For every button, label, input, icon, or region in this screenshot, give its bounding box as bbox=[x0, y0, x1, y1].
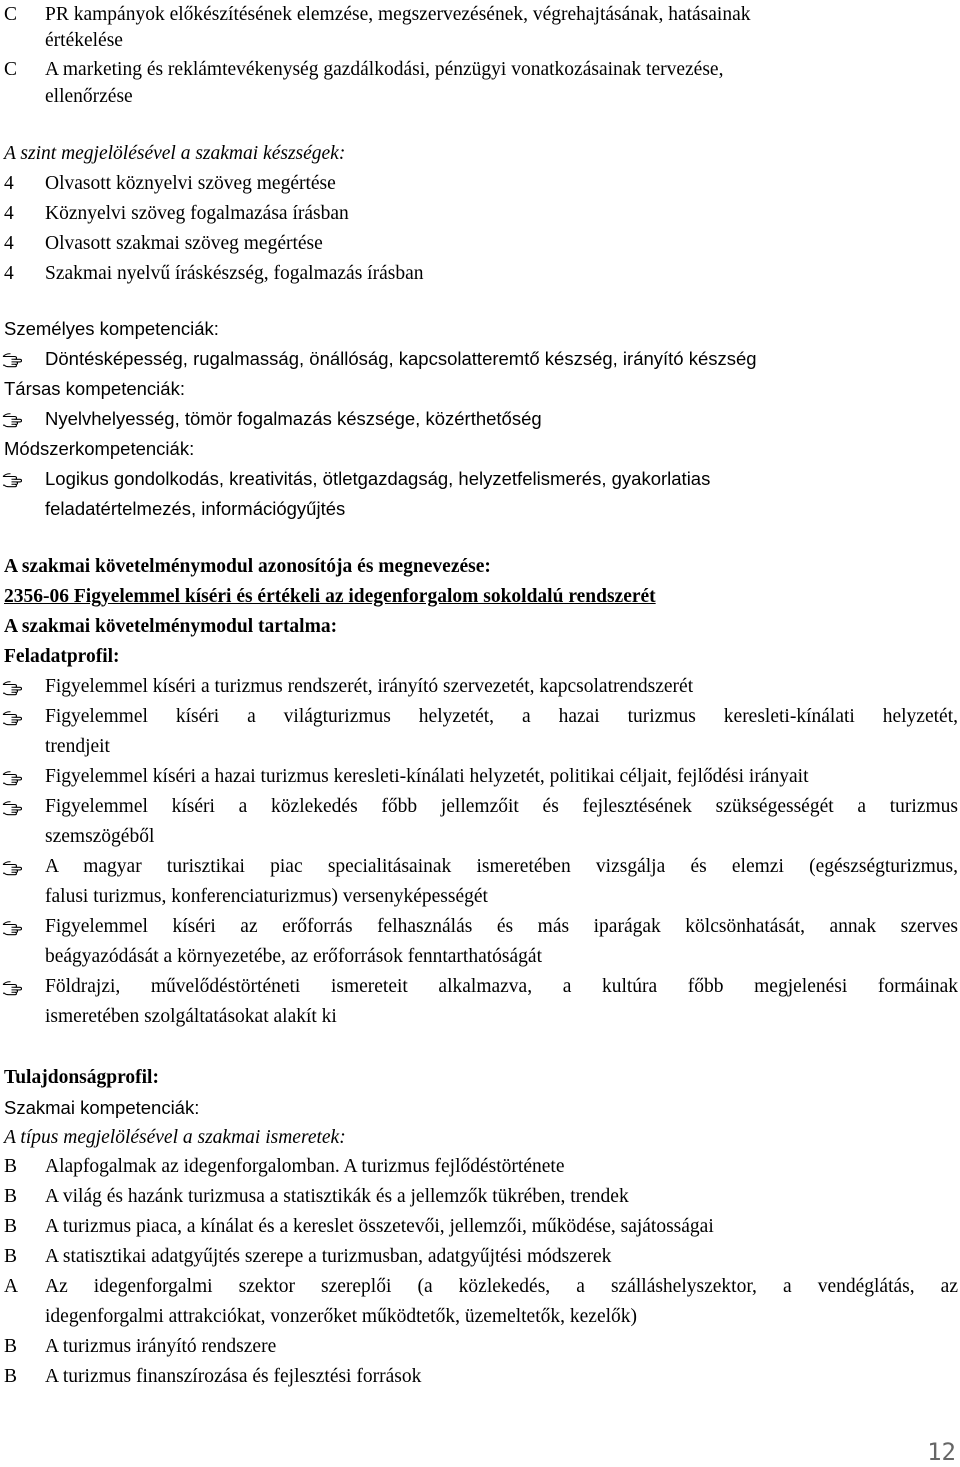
pointing-hand-icon bbox=[2, 860, 22, 876]
skill-level: 4 bbox=[4, 173, 14, 194]
knowledge-type: B bbox=[4, 1216, 18, 1237]
knowledge-type: B bbox=[4, 1366, 18, 1387]
pointing-hand-icon bbox=[2, 980, 22, 996]
c-item-text: A marketing és reklámtevékenység gazdálkodási, pénzügyi vonatkozásainak tervezése, bbox=[45, 59, 724, 80]
page-number: 12 bbox=[927, 1438, 956, 1466]
knowledge-type: B bbox=[4, 1186, 18, 1207]
pointing-hand-icon bbox=[2, 412, 22, 428]
c-item-text: értékelése bbox=[45, 30, 123, 51]
knowledge-type: B bbox=[4, 1246, 18, 1267]
knowledge-type: A bbox=[4, 1276, 19, 1297]
c-item-text: ellenőrzése bbox=[45, 86, 133, 107]
skill-text: Olvasott szakmai szöveg megértése bbox=[45, 233, 323, 254]
skill-level: 4 bbox=[4, 263, 14, 284]
skill-text: Szakmai nyelvű íráskészség, fogalmazás írásban bbox=[45, 263, 424, 284]
pointing-hand-icon bbox=[2, 800, 22, 816]
pointing-hand-icon bbox=[2, 710, 22, 726]
pointing-hand-icon bbox=[2, 680, 22, 696]
c-item-code: C bbox=[4, 59, 18, 80]
skill-level: 4 bbox=[4, 203, 14, 224]
skill-text: Köznyelvi szöveg fogalmazása írásban bbox=[45, 203, 349, 224]
pointing-hand-icon bbox=[2, 352, 22, 368]
c-item-text: PR kampányok előkészítésének elemzése, megszervezésének, végrehajtásának, hatásainak bbox=[45, 4, 751, 25]
pointing-hand-icon bbox=[2, 472, 22, 488]
document-page: C PR kampányok előkészítésének elemzése, megszervezésének, végrehajtásának, hatásainak értékelése C A marketing és reklámtevékenység gazdálkodási, pénzügyi vonatkozásainak tervezése, ellenőrzése A szint megjelölésével a szakmai készségek: 4 Olvasott köznyelvi szöveg megértése 4 Köznyelvi szöveg fogalmazása írásban 4 Olvasott szakmai szöveg megértése 4 Szakmai nyelvű íráskészség, fogalmazás írásban Személyes kompetenciák: Döntésképesség, rugalmasság, önállóság, kapcsolatteremtő készség, irányító készség Társas kompetenciák: Nyelvhelyesség, tömör fogalmazás készsége, közérthetőség Módszerkompetenciák: Logikus gondolkodás, kreativitás, ötletgazdagság, helyzetfelismerés, gyakorlatias feladatértelmezés, információgyűjtés A szakmai követelménymodul azonosítója és megnevezése: 2356-06 Figyelemmel kíséri és értékeli az idegenforgalom sokoldalú rendszerét A szakmai követelménymodul tartalma: Feladatprofil: Figyelemmel kíséri a turizmus rendszerét, irányító szervezetét, kapcsolatrendszerét Figyelemmel kíséri a világturizmus helyzetét, a hazai turizmus keresleti-kínálati helyzetét, trendjeit Figyelemmel kíséri a hazai turizmus keresleti-kínálati helyzetét, politikai céljait, fejlődési irányait Figyelemmel kíséri a közlekedés főbb jellemzőit és fejlesztésének szükségességét a turizmus szemszögéből A magyar turisztikai piac specialitásainak ismeretében vizsgálja és elemzi (egészségturizmus, falusi turizmus, konferenciaturizmus) versenyképességét Figyelemmel kíséri az erőforrás felhasználás és más iparágak kölcsönhatását, annak szerves beágyazódását a környezetébe, az erőforrások fenntarthatóságát Földrajzi, művelődéstörténeti ismereteit alkalmazva, a kultúra főbb megjelenési formáinak ismeretében szolgáltatásokat alakít ki Tulajdonságprofil: Szakmai kompetenciák: A típus megjelölésével a szakmai ismeretek: B Alapfogalmak az idegenforgalomban. A turizmus fejlődéstörténete B A világ és hazánk turizmusa a statisztikák és a jellemzők tükrében, trendek B A turizmus piaca, a kínálat és a kereslet összetevői, jellemzői, működése, sajátosságai B A statisztikai adatgyűjtés szerepe a turizmusban, adatgyűjtési módszerek A Az idegenforgalmi szektor szereplői (a közlekedés, a szálláshelyszektor, a vendéglátás, az idegenforgalmi attrakciókat, vonzerőket működtetők, üzemeltetők, kezelők) B A turizmus irányító rendszere B A turizmus finanszírozása és fejlesztési források 12 bbox=[0, 0, 960, 1467]
knowledge-type: B bbox=[4, 1336, 18, 1357]
skill-text: Olvasott köznyelvi szöveg megértése bbox=[45, 173, 336, 194]
pointing-hand-icon bbox=[2, 770, 22, 786]
knowledge-type: B bbox=[4, 1156, 18, 1177]
skill-level: 4 bbox=[4, 233, 14, 254]
c-item-code: C bbox=[4, 4, 18, 25]
pointing-hand-icon bbox=[2, 920, 22, 936]
